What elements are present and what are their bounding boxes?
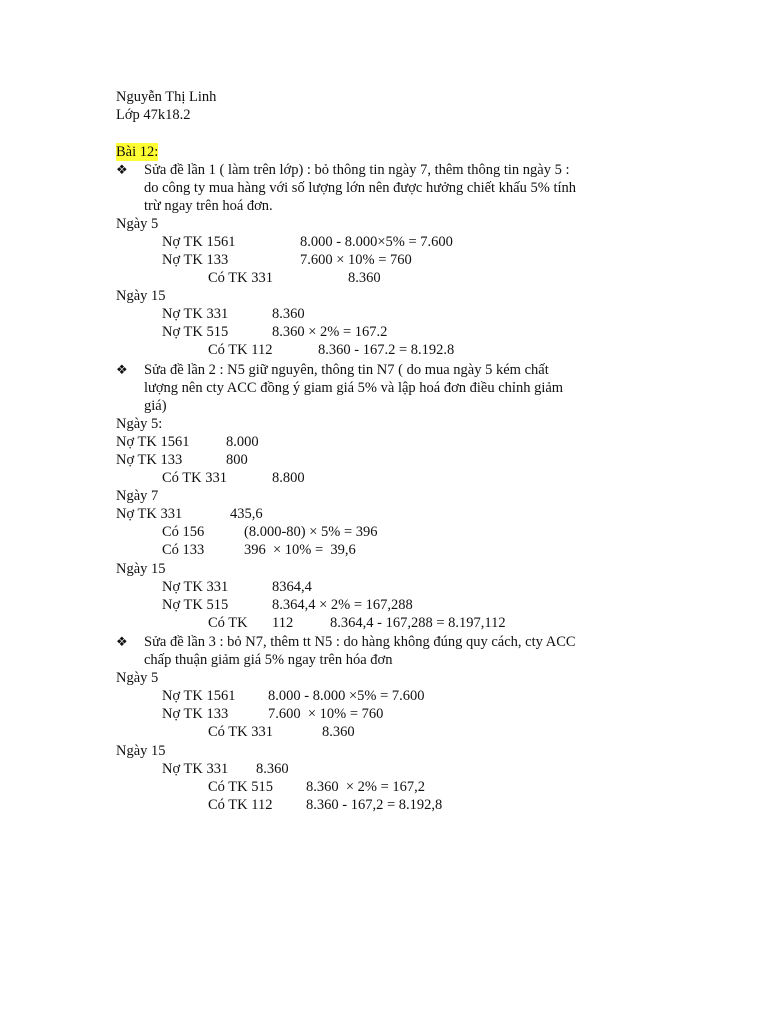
diamond-bullet-icon: ❖ xyxy=(116,162,128,177)
diamond-bullet-icon: ❖ xyxy=(116,634,128,649)
section-1-bullet: ❖ Sửa đề lần 1 ( làm trên lớp) : bỏ thông tin ngày 7, thêm thông tin ngày 5 : xyxy=(116,162,570,178)
section-3-bullet: ❖ Sửa đề lần 3 : bỏ N7, thêm tt N5 : do hàng không đúng quy cách, cty ACC xyxy=(116,634,576,650)
diamond-bullet-icon: ❖ xyxy=(116,362,128,377)
section-2-bullet: ❖ Sửa đề lần 2 : N5 giữ nguyên, thông tin N7 ( do mua ngày 5 kém chất xyxy=(116,362,549,378)
document-page: Nguyễn Thị Linh Lớp 47k18.2 Bài 12: ❖ Sửa đề lần 1 ( làm trên lớp) : bỏ thông tin ngày 7, thêm thông tin ngày 5 : do công ty mua hàng với số lượng lớn nên được hưởng chiết khấu 5% tính trừ ngay trên hoá đơn. Ngày 5 Nợ TK 1561 8.000 - 8.000×5% = 7.600 Nợ TK 133 7.600 × 10% = 760 Có TK 331 8.360 Ngày 15 Nợ TK 331 8.360 Nợ TK 515 8.360 × 2% = 167.2 Có TK 112 8.360 - 167.2 = 8.192.8 ❖ Sửa đề lần 2 : N5 giữ nguyên, thông tin N7 ( do mua ngày 5 kém chất lượng nên cty ACC đồng ý giam giá 5% và lập hoá đơn điều chỉnh giảm giá) Ngày 5: Nợ TK 1561 8.000 Nợ TK 133 800 Có TK 331 8.800 Ngày 7 Nợ TK 331 435,6 Có 156 (8.000-80) × 5% = 396 Có 133 396 × 10% = 39,6 Ngày 15 Nợ TK 331 8364,4 Nợ TK 515 8.364,4 × 2% = 167,288 Có TK 112 8.364,4 - 167,288 = 8.197,112 ❖ Sửa đề lần 3 : bỏ N7, thêm tt N5 : do hàng không đúng quy cách, cty ACC chấp thuận giảm giá 5% ngay trên hóa đơn Ngày 5 Nợ TK 1561 8.000 - 8.000 ×5% = 7.600 Nợ TK 133 7.600 × 10% = 760 Có TK 331 8.360 Ngày 15 Nợ TK 331 8.360 Có TK 515 8.360 × 2% = 167,2 Có TK 112 8.360 - 167,2 = 8.192,8 xyxy=(116,89,577,813)
